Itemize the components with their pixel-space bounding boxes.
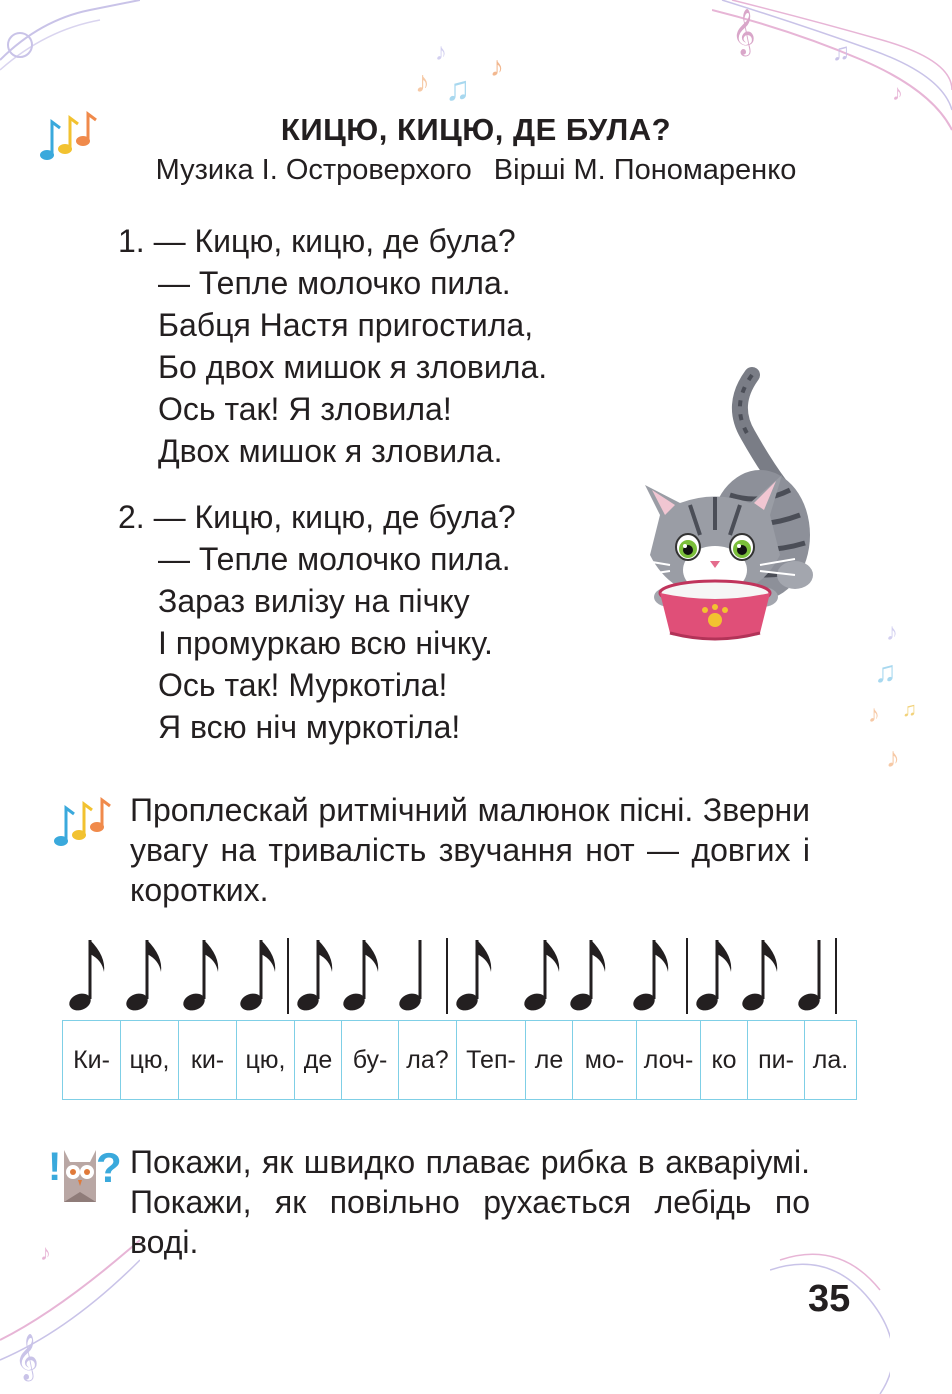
quarter-note-icon <box>796 940 822 1013</box>
syllable-cell: цю, <box>237 1021 295 1100</box>
svg-text:!: ! <box>48 1145 62 1189</box>
song-title: КИЦЮ, КИЦЮ, ДЕ БУЛА? <box>280 112 672 147</box>
syllable-cell: де <box>295 1021 342 1100</box>
verse-line: Ось так! Муркотіла! <box>158 667 448 703</box>
table-row <box>63 1021 857 1100</box>
syllable-cell: мо- <box>573 1021 637 1100</box>
svg-text:♪: ♪ <box>435 39 447 66</box>
svg-text:♪: ♪ <box>868 701 880 728</box>
verse-line: Ось так! Я зловила! <box>158 391 452 427</box>
verse-line: Двох мишок я зловила. <box>158 433 503 469</box>
verse-line: І промуркаю всю нічку. <box>158 625 493 661</box>
svg-text:𝄞: 𝄞 <box>732 10 756 54</box>
svg-text:𝄞: 𝄞 <box>15 1335 39 1379</box>
top-left-music-swirl-icon <box>0 0 140 90</box>
svg-text:♫: ♫ <box>902 699 917 721</box>
verse-1 <box>118 220 547 472</box>
verse-line: Бабця Настя пригостила, <box>158 307 534 343</box>
svg-text:♪: ♪ <box>886 742 900 773</box>
top-floating-notes-icon <box>415 30 525 105</box>
eighth-note-icon <box>522 940 559 1013</box>
syllable-cell: Ки- <box>63 1021 121 1100</box>
syllable-cell: ла? <box>399 1021 457 1100</box>
svg-text:♪: ♪ <box>892 80 903 105</box>
page-number: 35 <box>808 1278 851 1320</box>
verse-line: Зараз вилізу на пічку <box>158 583 470 619</box>
verse-2 <box>118 496 516 748</box>
svg-text:♫: ♫ <box>445 70 471 105</box>
syllables-table <box>62 1020 857 1100</box>
svg-text:♪: ♪ <box>490 51 504 82</box>
song-credits <box>0 154 952 187</box>
eighth-note-icon <box>568 940 605 1013</box>
eighth-note-icon <box>238 940 275 1013</box>
eighth-note-icon <box>694 940 731 1013</box>
right-floating-notes-icon <box>868 612 928 782</box>
svg-text:♫: ♫ <box>832 39 850 66</box>
eighth-note-icon <box>454 940 491 1013</box>
owl-question-icon <box>48 1140 128 1212</box>
syllable-cell: ле <box>526 1021 573 1100</box>
bottom-left-music-swirl-icon <box>0 1220 140 1394</box>
eighth-note-icon <box>67 940 104 1013</box>
svg-text:♪: ♪ <box>415 66 430 99</box>
colored-notes-icon <box>52 796 122 850</box>
eighth-note-icon <box>631 940 668 1013</box>
svg-text:♪: ♪ <box>886 619 898 646</box>
verse-line: Бо двох мишок я зловила. <box>158 349 548 385</box>
syllable-cell: бу- <box>342 1021 399 1100</box>
verse-line: — Кицю, кицю, де була? <box>153 223 516 259</box>
music-credit: Музика І. Островерхого <box>155 154 472 186</box>
verse-line: — Кицю, кицю, де була? <box>153 499 516 535</box>
rhythm-notation <box>62 932 852 1022</box>
svg-text:♪: ♪ <box>40 1240 51 1265</box>
kitten-drinking-milk-illustration <box>630 365 820 645</box>
quarter-note-icon <box>397 940 423 1013</box>
verse-number: 2. <box>118 499 145 535</box>
eighth-note-icon <box>341 940 378 1013</box>
eighth-note-icon <box>181 940 218 1013</box>
syllable-cell: лоч- <box>637 1021 701 1100</box>
lyrics-credit: Вірші М. Пономаренко <box>493 154 797 186</box>
syllable-cell: пи- <box>748 1021 805 1100</box>
syllable-cell: цю, <box>121 1021 179 1100</box>
eighth-note-icon <box>740 940 777 1013</box>
syllable-cell: ко <box>701 1021 748 1100</box>
syllable-cell: Теп- <box>457 1021 526 1100</box>
verse-line: Я всю ніч муркотіла! <box>158 709 461 745</box>
eighth-note-icon <box>124 940 161 1013</box>
verse-line: — Тепле молочко пила. <box>158 265 511 301</box>
syllable-cell: ки- <box>179 1021 237 1100</box>
svg-text:?: ? <box>96 1144 122 1191</box>
task-clap-rhythm: Проплескай ритмічний малюнок пісні. Зверни увагу на тривалість звучання нот — довгих і коротких. <box>130 792 810 908</box>
svg-text:♫: ♫ <box>874 656 897 689</box>
eighth-note-icon <box>295 940 332 1013</box>
verse-line: — Тепле молочко пила. <box>158 541 511 577</box>
verse-number: 1. <box>118 223 145 259</box>
task-show-fish-swan: Покажи, як швидко плаває рибка в акваріумі. Покажи, як повільно рухається лебідь по воді. <box>130 1144 810 1260</box>
syllable-cell: ла. <box>805 1021 857 1100</box>
